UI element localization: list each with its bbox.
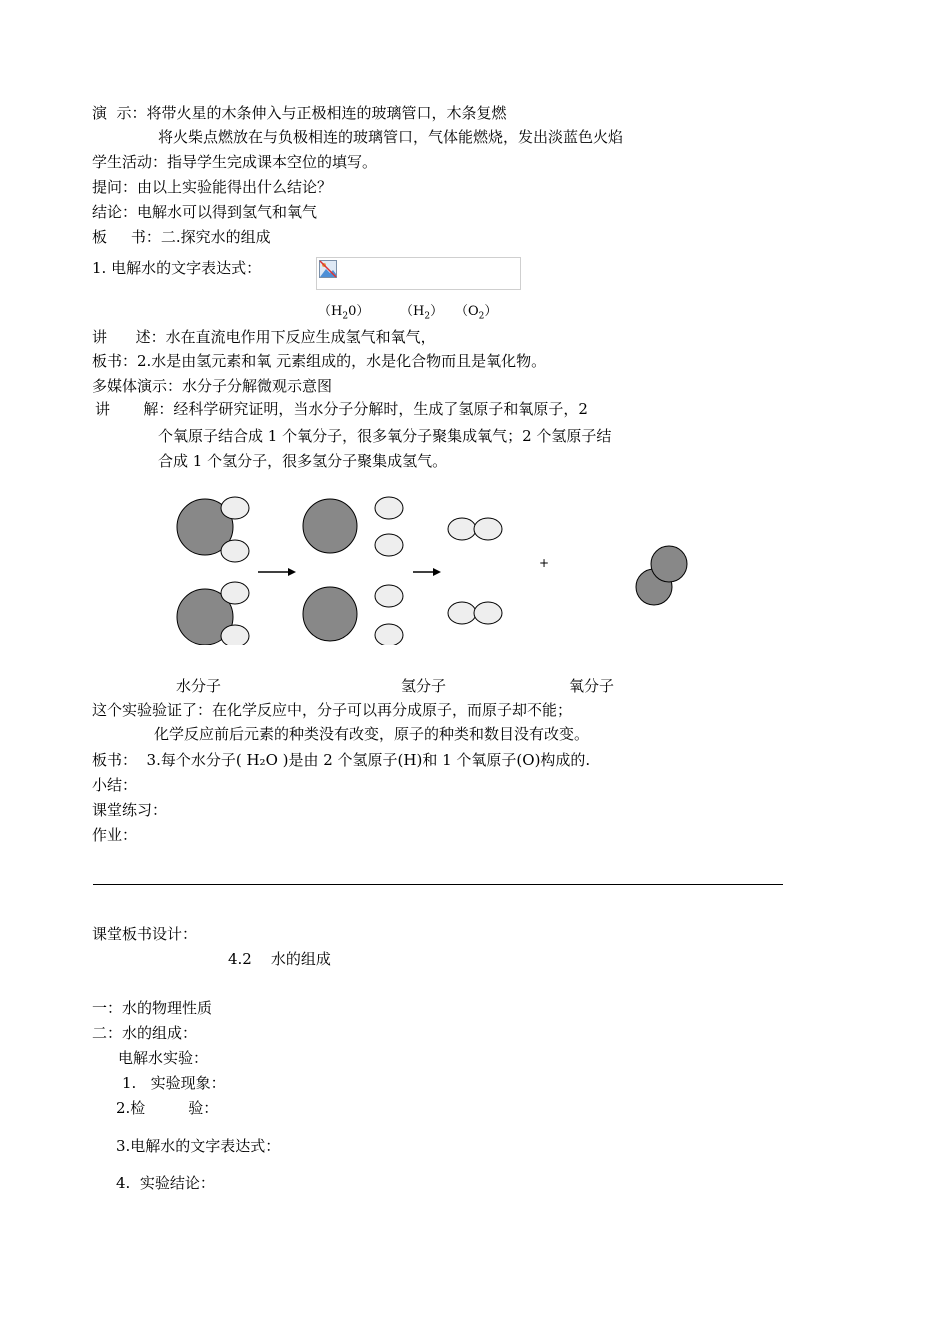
formula-h2: $(H_2)$ — [400, 304, 444, 322]
explain-line-2: 个氧原子结合成 1 个氧分子，很多氧分子聚集成氧气；2 个氢原子结 — [158, 427, 612, 445]
summary-label: 小结： — [92, 776, 138, 794]
explain-line-1: 讲 解：经科学研究证明，当水分子分解时，生成了氢原子和氧原子，2 — [95, 400, 588, 418]
broken-image-icon — [319, 260, 337, 278]
conclusion-line: 结论：电解水可以得到氢气和氧气 — [92, 203, 318, 221]
equation-image-placeholder — [316, 257, 521, 290]
water-molecule-1 — [177, 497, 249, 562]
outline-subhead: 电解水实验： — [118, 1049, 209, 1067]
homework-label: 作业： — [92, 826, 138, 844]
board-line-2: 板书：2.水是由氢元素和氧 元素组成的，水是化合物而且是氧化物。 — [92, 352, 547, 370]
board-design-title: 课堂板书设计： — [92, 925, 198, 943]
question-line: 提问：由以上实验能得出什么结论？ — [92, 178, 333, 196]
student-activity: 学生活动：指导学生完成课本空位的填写。 — [92, 153, 378, 171]
water-decomposition-diagram — [170, 490, 700, 645]
outline-sub-1: 1. 实验现象： — [122, 1074, 226, 1092]
word-equation-label: 1. 电解水的文字表达式： — [92, 259, 262, 277]
board-line-3: 板书： 3.每个水分子( H₂O )是由 2 个氢原子(H)和 1 个氧原子(O)构成的. — [92, 751, 591, 769]
formula-o2: $(O_2)$ — [455, 304, 498, 322]
outline-sub-2: 2.检 验： — [116, 1099, 219, 1117]
narration-line: 讲 述：水在直流电作用下反应生成氢气和氧气， — [92, 328, 436, 346]
board-line-1: 板 书：二.探究水的组成 — [92, 228, 271, 246]
demo-line-2: 将火柴点燃放在与负极相连的玻璃管口，气体能燃烧，发出淡蓝色火焰 — [158, 128, 624, 146]
oxygen-molecule — [636, 546, 687, 605]
arrow-1 — [258, 568, 296, 576]
hydrogen-molecule-2 — [448, 602, 502, 624]
horizontal-divider — [93, 884, 783, 885]
formula-h2o: $(H_20)$ — [318, 304, 370, 322]
multimedia-line: 多媒体演示：水分子分解微观示意图 — [92, 377, 333, 395]
water-molecule-2 — [177, 582, 249, 645]
separated-atoms — [303, 497, 403, 645]
experiment-proves-line: 这个实验验证了：在化学反应中，分子可以再分成原子，而原子却不能； — [92, 701, 573, 719]
explain-line-3: 合成 1 个氢分子，很多氢分子聚集成氢气。 — [158, 452, 448, 470]
outline-sub-4: 4. 实验结论： — [116, 1174, 215, 1192]
demo-line-1: 演 示：将带火星的木条伸入与正极相连的玻璃管口，木条复燃 — [92, 104, 507, 122]
practice-label: 课堂练习： — [92, 801, 168, 819]
outline-sub-3: 3.电解水的文字表达式： — [116, 1137, 281, 1155]
label-oxygen-molecule: 氧分子 — [569, 677, 615, 695]
label-hydrogen-molecule: 氢分子 — [401, 677, 447, 695]
section-heading: 4.2 水的组成 — [228, 950, 331, 968]
label-water-molecule: 水分子 — [176, 677, 222, 695]
outline-item-2: 二：水的组成： — [92, 1024, 198, 1042]
arrow-2 — [413, 568, 441, 576]
hydrogen-molecule-1 — [448, 518, 502, 540]
conservation-line: 化学反应前后元素的种类没有改变，原子的种类和数目没有改变。 — [154, 725, 590, 743]
outline-item-1: 一：水的物理性质 — [92, 999, 213, 1017]
plus-sign: + — [539, 556, 550, 570]
